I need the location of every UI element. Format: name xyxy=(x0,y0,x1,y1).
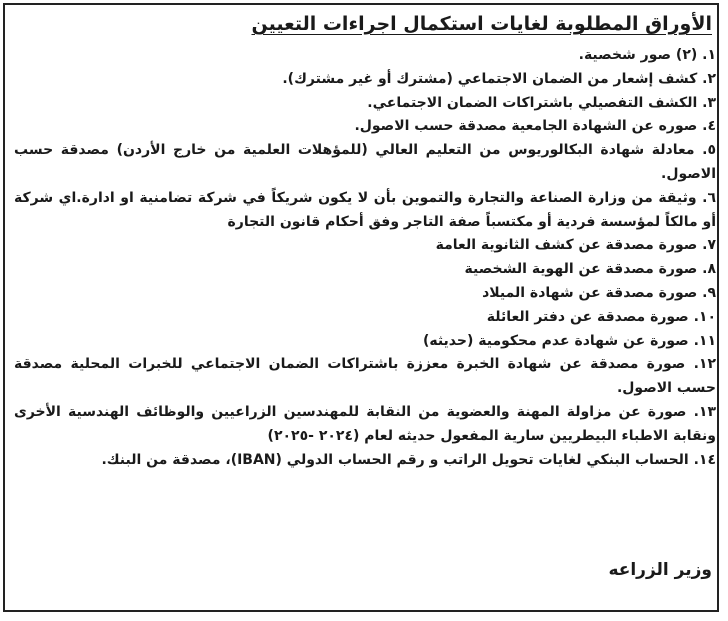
list-item: ١٠. صورة مصدقة عن دفتر العائلة xyxy=(486,308,716,325)
list-item: ١٣. صورة عن مزاولة المهنة والعضوية من النقابة للمهندسين الزراعيين والوظائف الهندسية الأخرى ونقابة الاطباء البيطريين سارية المفعول حديثه لعام (٢٠٢٤ -٢٠٢٥) xyxy=(14,403,716,444)
list-item: ١١. صورة عن شهادة عدم محكومية (حديثه) xyxy=(422,332,716,349)
signature: وزير الزراعه xyxy=(608,560,712,580)
list-item: ١٢. صورة مصدقة عن شهادة الخبرة معززة باشتراكات الضمان الاجتماعي للخبرات المحلية مصدقة حسب الاصول. xyxy=(14,356,716,397)
list-item: ٤. صوره عن الشهادة الجامعية مصدقة حسب الاصول. xyxy=(354,118,716,135)
list-item: ٣. الكشف التفصيلي باشتراكات الضمان الاجتماعي. xyxy=(367,94,716,111)
list-item: ١٤. الحساب البنكي لغايات تحويل الراتب و رقم الحساب الدولي (IBAN)، مصدقة من البنك. xyxy=(101,451,716,468)
page-title: الأوراق المطلوبة لغايات استكمال اجراءات التعيين xyxy=(251,13,712,35)
list-item: ٧. صورة مصدقة عن كشف الثانوية العامة xyxy=(435,237,716,254)
list-item: ٨. صورة مصدقة عن الهوية الشخصية xyxy=(464,261,716,278)
list-item: ٥. معادلة شهادة البكالوريوس من التعليم العالي (للمؤهلات العلمية من خارج الأردن) مصدقة حسب الاصول. xyxy=(14,142,716,182)
list-item: ٩. صورة مصدقة عن شهادة الميلاد xyxy=(482,284,716,301)
list-item: ٦. وثيقة من وزارة الصناعة والتجارة والتموين بأن لا يكون شريكاً في شركة تضامنية او ادارة.اي شركة أو مالكاً لمؤسسة فردية أو مكتسباً صفة التاجر وفق أحكام قانون التجارة xyxy=(14,189,716,230)
list-item: ١. (٢) صور شخصية. xyxy=(578,47,716,63)
list-item: ٢. كشف إشعار من الضمان الاجتماعي (مشترك أو غير مشترك). xyxy=(282,70,716,87)
document-body xyxy=(14,10,716,472)
requirements-list xyxy=(14,44,716,472)
